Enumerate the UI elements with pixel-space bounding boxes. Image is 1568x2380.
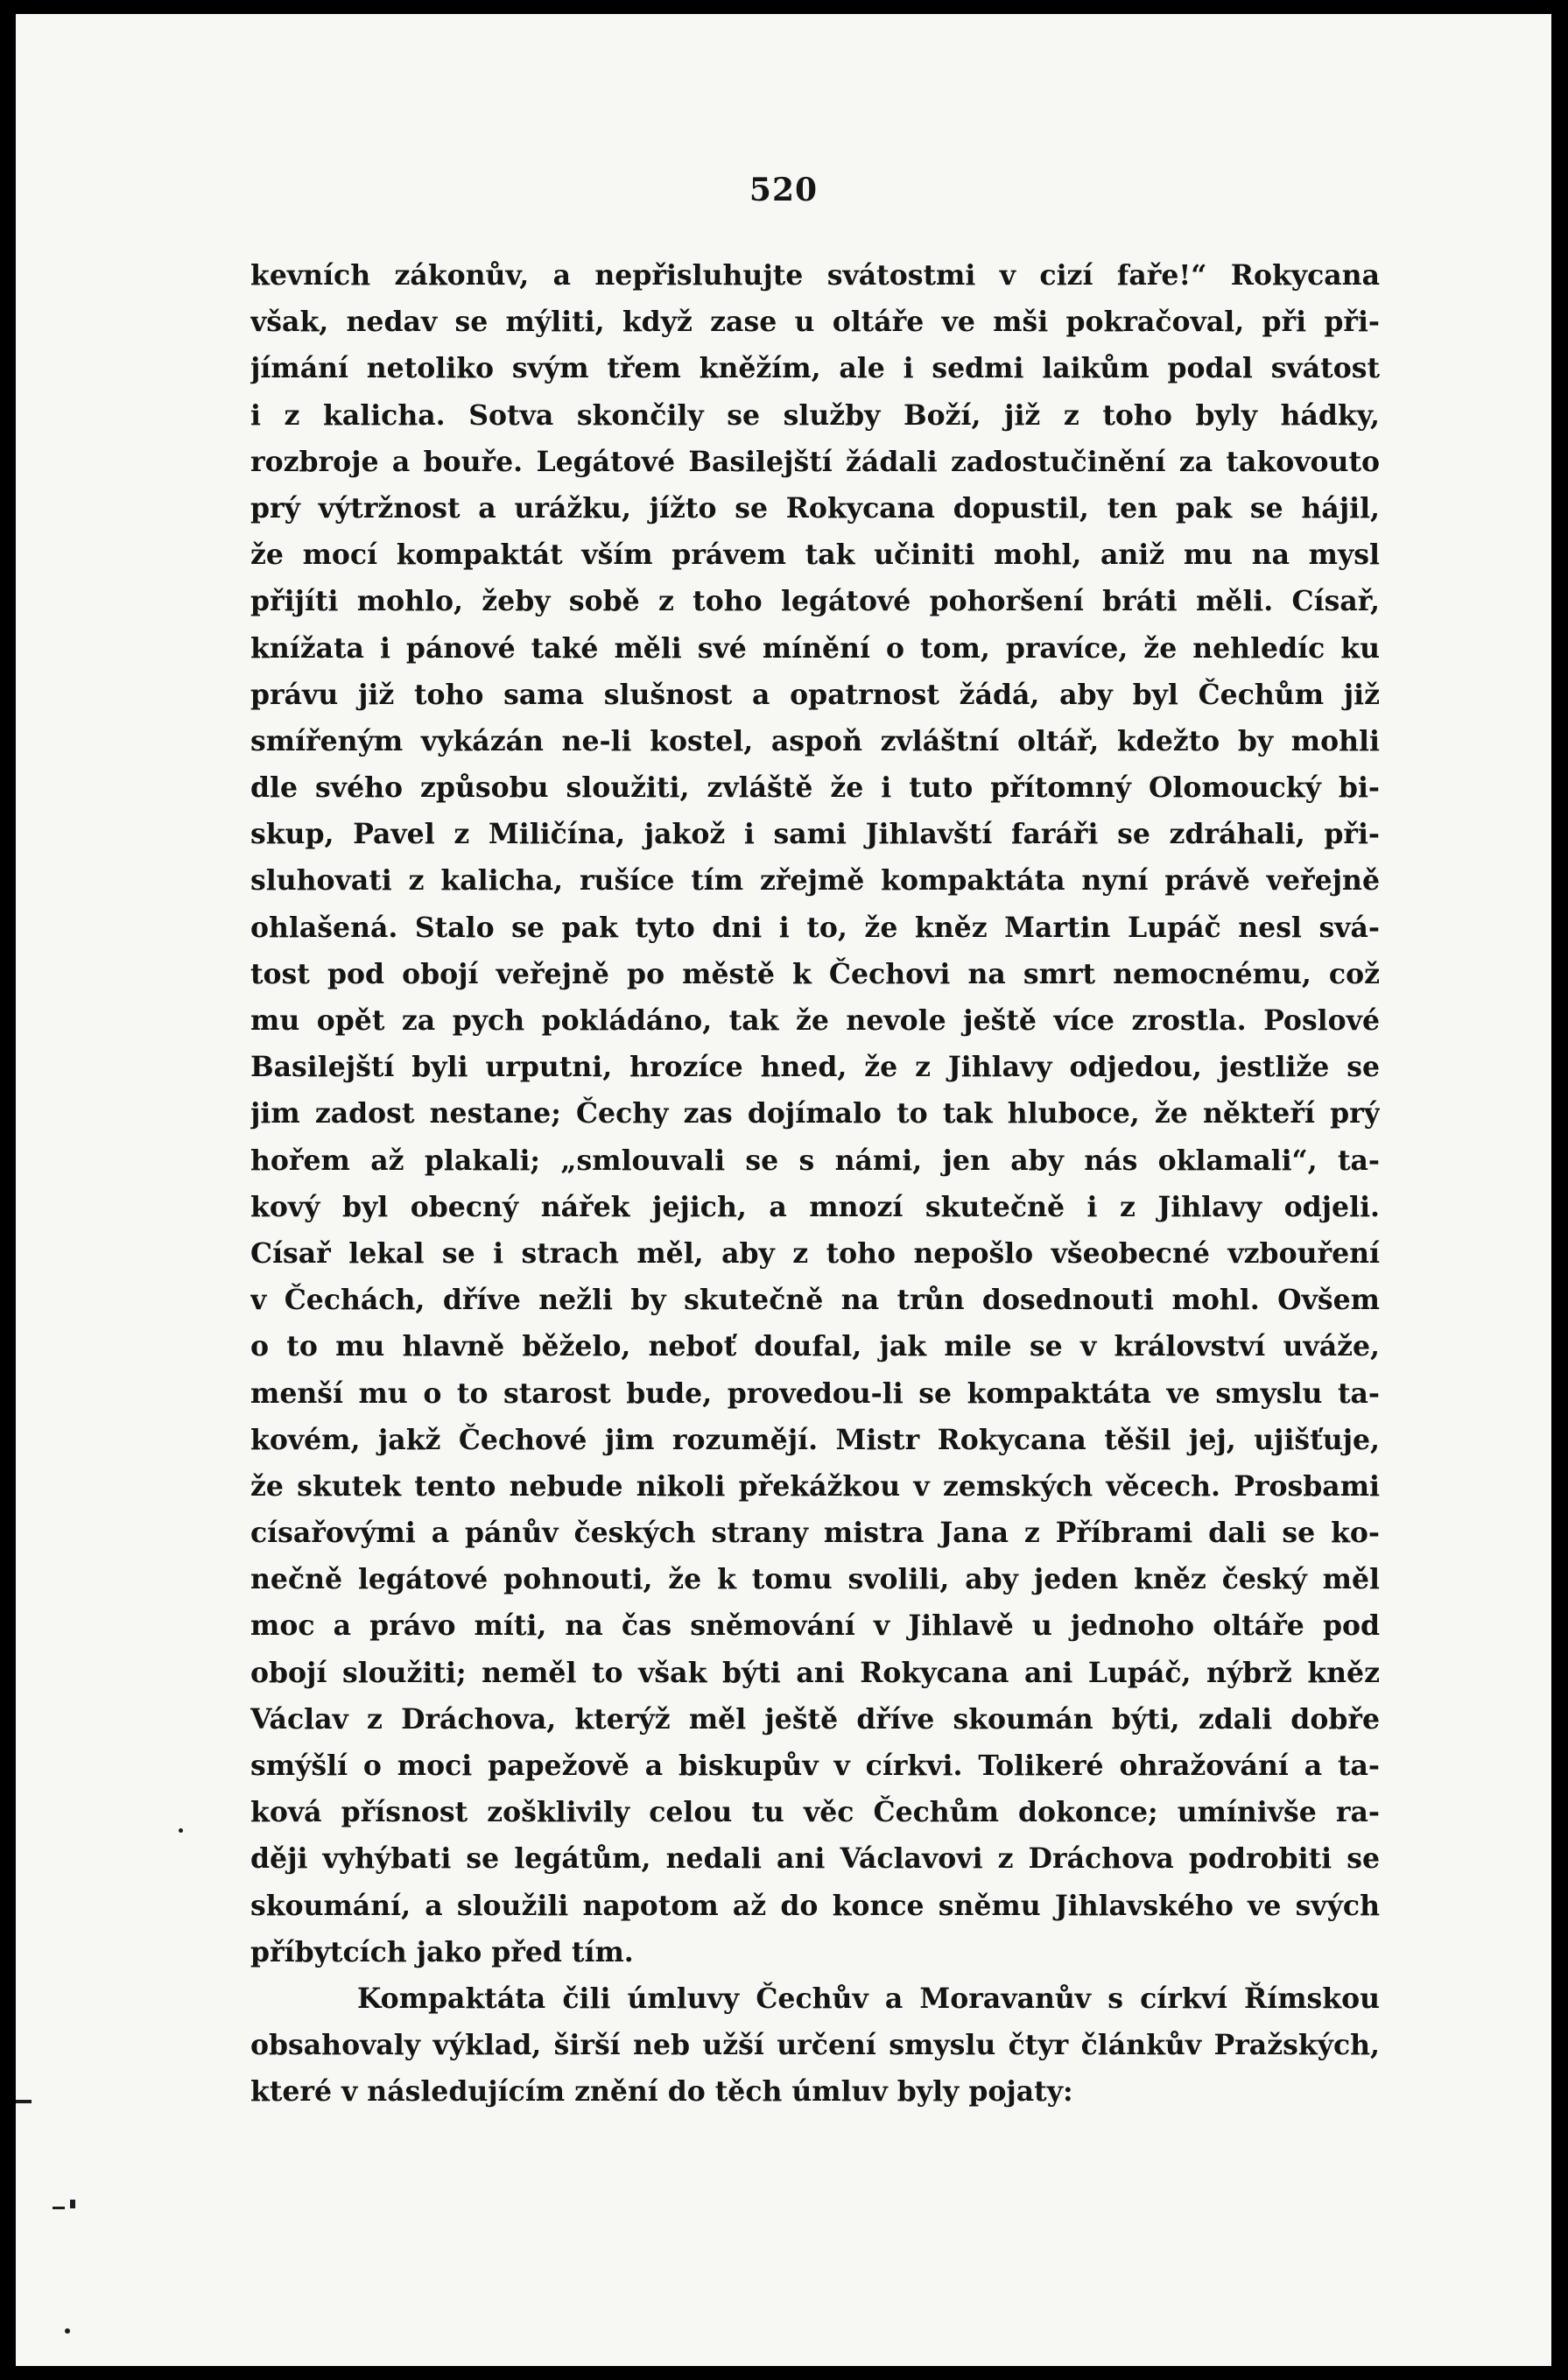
text-line: ková přísnost zošklivily celou tu věc Čechům dokonce; umínivše ra- (250, 1796, 1380, 1829)
text-line: ději vyhýbati se legátům, nedali ani Václavovi z Dráchova podrobiti se (250, 1842, 1380, 1876)
scan-speck (179, 1828, 183, 1833)
text-line: Kompaktáta čili úmluvy Čechův a Moravanův s církví Římskou (357, 1982, 1380, 2015)
scan-speck (16, 2100, 32, 2103)
text-line: o to mu hlavně běželo, neboť doufal, jak mile se v království uváže, (250, 1330, 1380, 1363)
text-line: rozbroje a bouře. Legátové Basilejští žádali zadostučinění za takovouto (250, 445, 1380, 478)
text-line: právu již toho sama slušnost a opatrnost žádá, aby byl Čechům již (250, 678, 1380, 711)
scan-speck (65, 2328, 70, 2334)
text-line: smířeným vykázán ne-li kostel, aspoň zvláštní oltář, kdežto by mohli (250, 724, 1380, 757)
text-line: Václav z Dráchova, kterýž měl ještě dříve skoumán býti, zdali dobře (250, 1702, 1380, 1736)
text-line: jim zadost nestane; Čechy zas dojímalo to tak hluboce, že někteří prý (250, 1097, 1380, 1130)
text-line: i z kalicha. Sotva skončily se služby Boží, již z toho byly hádky, (250, 398, 1380, 432)
scan-speck (70, 2200, 75, 2208)
paragraph-2 (250, 1975, 1380, 2116)
text-line: císařovými a pánův českých strany mistra Jana z Příbrami dali se ko- (250, 1517, 1380, 1550)
text-line: příbytcích jako před tím. (250, 1935, 634, 1968)
scan-speck (53, 2207, 65, 2209)
text-line: kovém, jakž Čechové jim rozumějí. Mistr Rokycana těšil jej, ujišťuje, (250, 1423, 1380, 1456)
text-line: však, nedav se mýliti, když zase u oltáře ve mši pokračoval, při při- (250, 306, 1380, 339)
text-line: Basilejští byli urputni, hrozíce hned, že z Jihlavy odjedou, jestliže se (250, 1051, 1380, 1084)
body-text (250, 252, 1380, 2116)
text-line: skoumání, a sloužili napotom až do konce sněmu Jihlavského ve svých (250, 1889, 1380, 1922)
text-line: v Čechách, dříve nežli by skutečně na trůn dosednouti mohl. Ovšem (250, 1284, 1380, 1317)
text-line: obsahovaly výklad, širší neb užší určení smyslu čtyr článkův Pražských, (250, 2029, 1380, 2062)
page-number: 520 (749, 172, 819, 208)
text-line: tost pod obojí veřejně po městě k Čechovi na smrt nemocnému, což (250, 957, 1380, 990)
text-line: jímání netoliko svým třem kněžím, ale i sedmi laikům podal svátost (250, 352, 1380, 385)
text-line: menší mu o to starost bude, provedou-li se kompaktáta ve smyslu ta- (250, 1377, 1380, 1410)
text-line: sluhovati z kalicha, rušíce tím zřejmě kompaktáta nyní právě veřejně (250, 864, 1380, 898)
text-line: kový byl obecný nářek jejich, a mnozí skutečně i z Jihlavy odjeli. (250, 1190, 1380, 1223)
paragraph-1 (250, 252, 1380, 1975)
text-line: moc a právo míti, na čas sněmování v Jihlavě u jednoho oltáře pod (250, 1609, 1380, 1643)
text-line: nečně legátové pohnouti, že k tomu svolili, aby jeden kněz český měl (250, 1563, 1380, 1596)
book-page (16, 14, 1551, 2366)
text-line: prý výtržnost a urážku, jížto se Rokycana dopustil, ten pak se hájil, (250, 491, 1380, 525)
text-line: že mocí kompaktát vším právem tak učiniti mohl, aniž mu na mysl (250, 539, 1380, 572)
text-line: skup, Pavel z Miličína, jakož i sami Jihlavští faráři se zdráhali, při- (250, 818, 1380, 851)
text-line: které v následujícím znění do těch úmluv byly pojaty: (250, 2075, 1073, 2109)
text-line: mu opět za pych pokládáno, tak že nevole ještě více zrostla. Poslové (250, 1004, 1380, 1037)
text-line: obojí sloužiti; neměl to však býti ani Rokycana ani Lupáč, nýbrž kněz (250, 1656, 1380, 1689)
text-line: knížata i pánové také měli své mínění o tom, pravíce, že nehledíc ku (250, 631, 1380, 665)
text-line: přijíti mohlo, žeby sobě z toho legátové pohoršení bráti měli. Císař, (250, 585, 1380, 618)
text-line: smýšlí o moci papežově a biskupův v církvi. Tolikeré ohražování a ta- (250, 1750, 1380, 1782)
text-line: Císař lekal se i strach měl, aby z toho nepošlo všeobecné vzbouření (250, 1236, 1380, 1270)
text-line: hořem až plakali; „smlouvali se s námi, jen aby nás oklamali“, ta- (250, 1144, 1380, 1177)
text-line: kevních zákonův, a nepřisluhujte svátostmi v cizí faře!“ Rokycana (250, 259, 1380, 292)
text-line: dle svého způsobu sloužiti, zvláště že i tuto přítomný Olomoucký bi- (250, 771, 1380, 805)
text-line: ohlašená. Stalo se pak tyto dni i to, že kněz Martin Lupáč nesl svá- (250, 911, 1380, 944)
text-line: že skutek tento nebude nikoli překážkou v zemských věcech. Prosbami (250, 1469, 1380, 1503)
